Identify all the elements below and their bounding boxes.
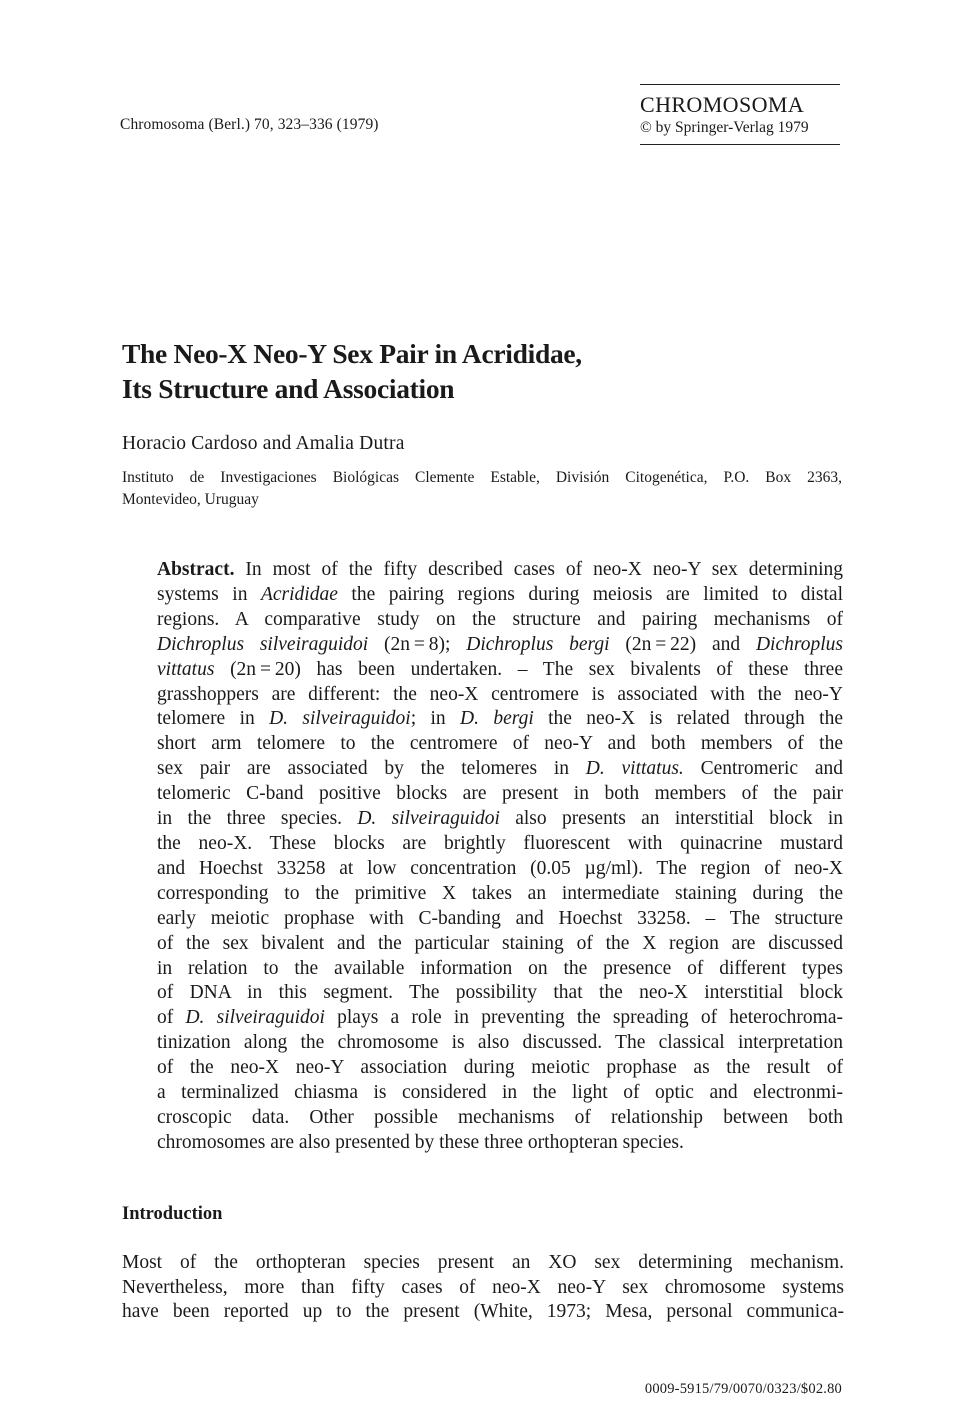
section-heading-introduction: Introduction	[122, 1204, 223, 1224]
abstract-text: also presents an interstitial block in	[499, 808, 843, 830]
species-name: D. bergi	[460, 708, 534, 730]
abstract-text: (2n = 22) and	[609, 633, 756, 655]
abstract-line: croscopic data. Other possible mechanisms of relationship between both	[157, 1106, 843, 1128]
intro-line: Most of the orthopteran species present an XO sex determining mechanism.	[122, 1252, 844, 1273]
abstract-line: early meiotic prophase with C-banding and Hoechst 33258. – The structure	[157, 907, 843, 929]
abstract-line: corresponding to the primitive X takes an intermediate staining during the	[157, 882, 843, 904]
abstract-text: the pairing regions during meiosis are limited to distal	[337, 583, 843, 605]
article-title	[122, 336, 862, 406]
abstract-line: telomeric C-band positive blocks are present in both members of the pair	[157, 783, 843, 805]
abstract-line	[157, 658, 843, 683]
abstract-line: of the sex bivalent and the particular staining of the X region are discussed	[157, 932, 843, 954]
abstract-line: regions. A comparative study on the structure and pairing mechanisms of	[157, 608, 843, 630]
taxon-name: Acrididae	[260, 583, 338, 605]
masthead-top-rule	[640, 84, 840, 85]
affiliation	[122, 467, 842, 511]
abstract-text: the neo-X is related through the	[533, 708, 843, 730]
abstract-line	[157, 707, 843, 732]
intro-line: Nevertheless, more than fifty cases of neo-X neo-Y sex chromosome systems	[122, 1276, 844, 1298]
abstract-text: plays a role in preventing the spreading of heterochroma-	[324, 1007, 843, 1029]
abstract-line: grasshoppers are different: the neo-X centromere is associated with the neo-Y	[157, 683, 843, 705]
abstract-text: ; in	[410, 708, 461, 730]
article-code: 0009-5915/79/0070/0323/$02.80	[644, 1381, 842, 1397]
abstract-line: and Hoechst 33258 at low concentration (0.05 µg/ml). The region of neo-X	[157, 857, 843, 879]
abstract-label: Abstract.	[157, 559, 235, 580]
abstract-line	[157, 633, 843, 658]
intro-line: have been reported up to the present (White, 1973; Mesa, personal communica-	[122, 1301, 844, 1323]
journal-citation: Chromosoma (Berl.) 70, 323–336 (1979)	[120, 116, 379, 133]
affiliation-line-1: Instituto de Investigaciones Biológicas Clemente Estable, División Citogenética, P.O. Box 2363,	[122, 469, 842, 486]
species-name: D. silveiraguidoi	[269, 708, 411, 730]
journal-name: CHROMOSOMA	[640, 92, 805, 117]
abstract-line	[157, 583, 843, 608]
abstract-line: tinization along the chromosome is also discussed. The classical interpretation	[157, 1032, 843, 1054]
abstract-line: short arm telomere to the centromere of neo-Y and both members of the	[157, 733, 843, 755]
abstract-line: of DNA in this segment. The possibility that the neo-X interstitial block	[157, 982, 843, 1004]
abstract-text: systems in	[157, 583, 261, 605]
abstract-line: chromosomes are also presented by these three orthopteran species.	[157, 1131, 684, 1153]
abstract	[157, 558, 843, 1156]
abstract-text: sex pair are associated by the telomeres in	[157, 758, 586, 780]
affiliation-line-2: Montevideo, Uruguay	[122, 491, 259, 508]
species-name: Dichroplus bergi	[466, 633, 610, 655]
abstract-line: the neo-X. These blocks are brightly fluorescent with quinacrine mustard	[157, 832, 843, 854]
abstract-text: telomere in	[157, 708, 270, 730]
abstract-text: Centromeric and	[683, 758, 843, 780]
journal-masthead	[640, 84, 840, 145]
species-name: D. vittatus.	[585, 758, 684, 780]
species-name: D. silveiraguidoi	[185, 1007, 325, 1029]
species-name: vittatus	[157, 658, 215, 680]
introduction-paragraph	[122, 1251, 844, 1325]
abstract-line	[157, 757, 843, 782]
abstract-line	[157, 558, 843, 583]
species-name: D. silveiraguidoi	[357, 808, 500, 830]
abstract-text: In most of the fifty described cases of neo-X neo-Y sex determining	[234, 559, 843, 580]
title-line-2: Its Structure and Association	[122, 373, 455, 404]
abstract-text: in the three species.	[157, 808, 358, 830]
abstract-line	[157, 807, 843, 832]
abstract-text: of	[157, 1007, 186, 1029]
abstract-text: (2n = 20) has been undertaken. – The sex bivalents of these three	[214, 658, 843, 680]
abstract-line: of the neo-X neo-Y association during meiotic prophase as the result of	[157, 1057, 843, 1079]
authors: Horacio Cardoso and Amalia Dutra	[122, 433, 405, 454]
abstract-line: a terminalized chiasma is considered in the light of optic and electronmi-	[157, 1082, 843, 1104]
abstract-line: in relation to the available information on the presence of different types	[157, 957, 843, 979]
abstract-text: (2n = 8);	[368, 633, 467, 655]
journal-copyright: © by Springer-Verlag 1979	[640, 119, 809, 136]
title-line-1: The Neo-X Neo-Y Sex Pair in Acrididae,	[122, 338, 582, 369]
masthead-bottom-rule	[640, 144, 840, 145]
abstract-line	[157, 1006, 843, 1031]
species-name: Dichroplus	[755, 633, 843, 655]
species-name: Dichroplus silveiraguidoi	[157, 633, 369, 655]
